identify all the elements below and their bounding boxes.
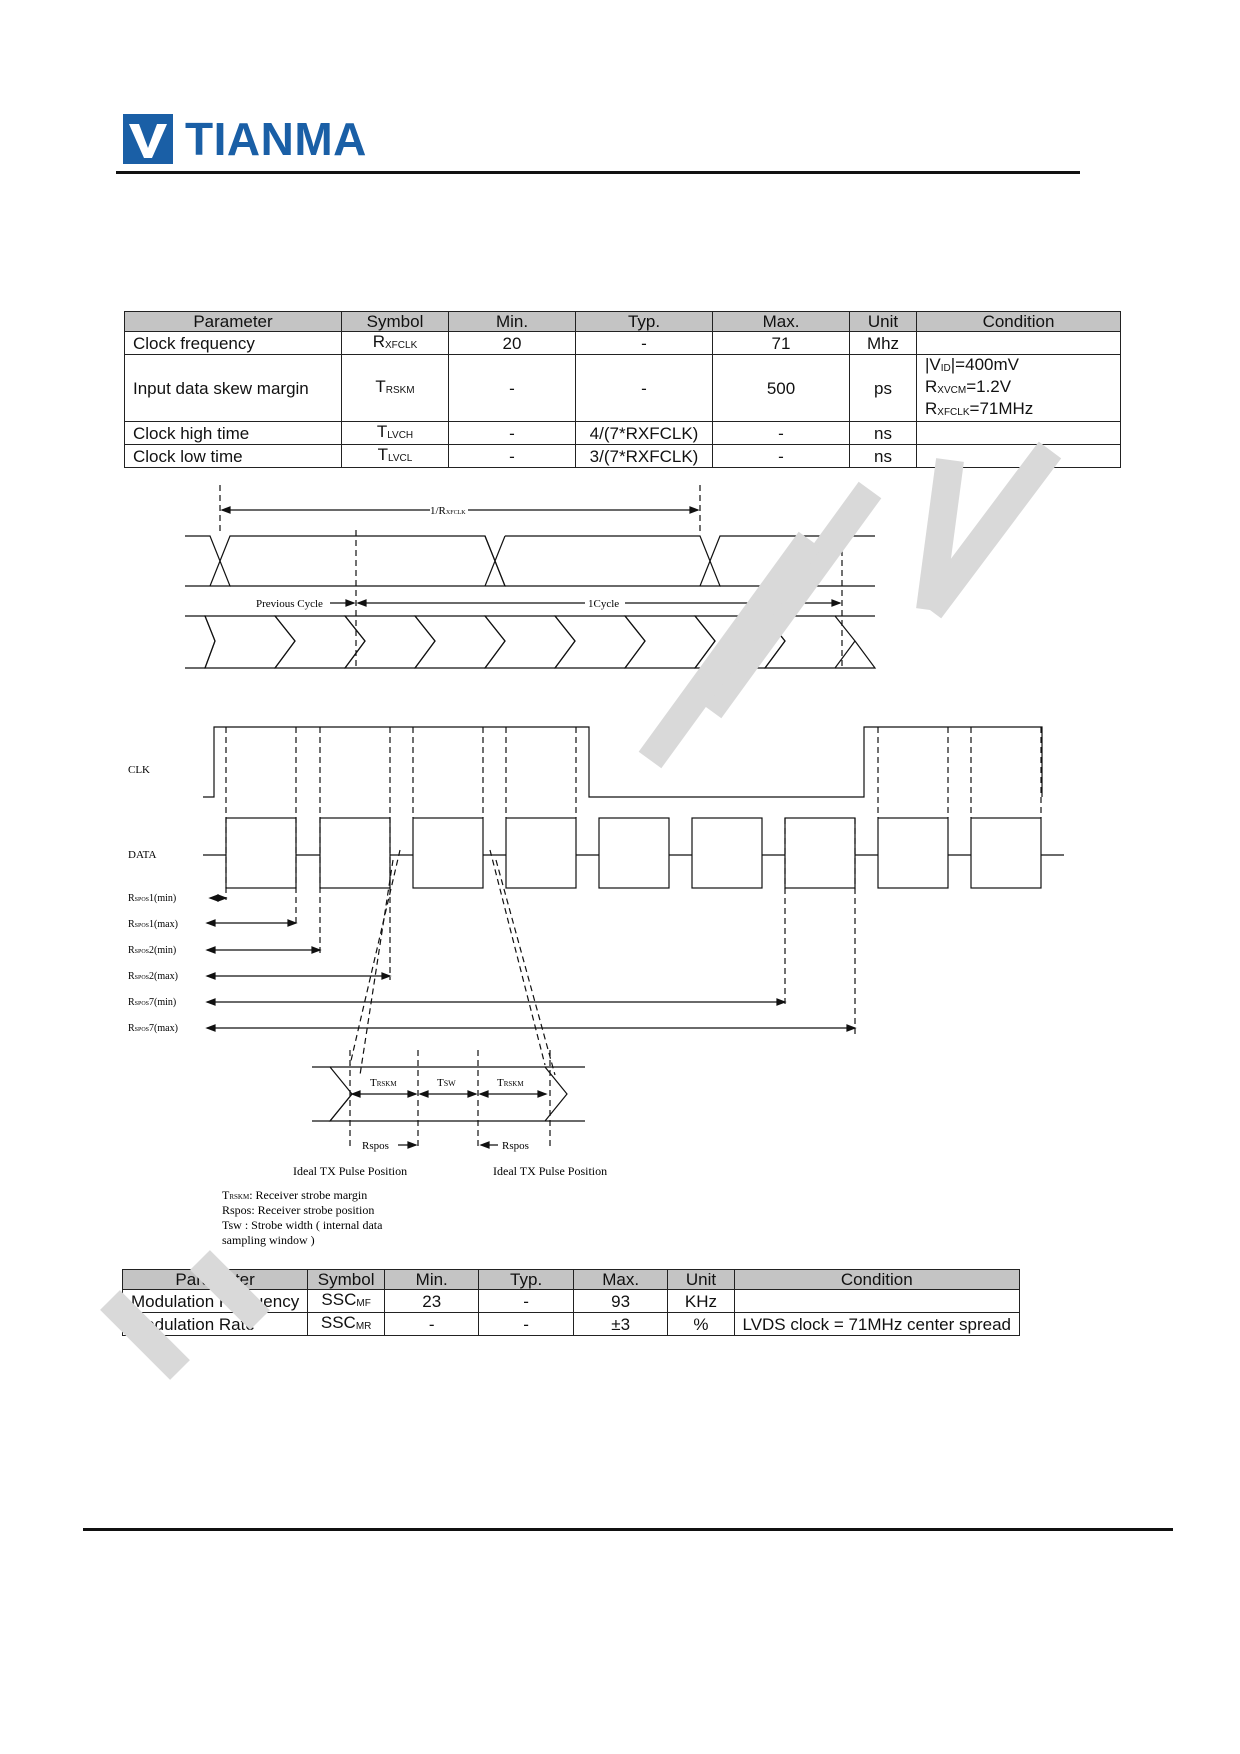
trskm-left-label: TRSKM xyxy=(370,1077,397,1089)
cell-parameter: Clock low time xyxy=(125,445,342,468)
legend-tsw: Tsw : Strobe width ( internal data xyxy=(222,1218,383,1232)
trskm-right-label: TRSKM xyxy=(497,1077,524,1089)
strobe-timing-diagram xyxy=(0,720,1240,1260)
cell-parameter: Modulation Rate xyxy=(123,1313,308,1336)
cell-symbol: $T_{LVCH}$ xyxy=(342,422,449,445)
cell-parameter: Modulation Frequency xyxy=(123,1290,308,1313)
cell-typ: - xyxy=(479,1313,573,1336)
ideal-tx-right-label: Ideal TX Pulse Position xyxy=(493,1164,608,1178)
cell-parameter: Input data skew margin xyxy=(125,355,342,422)
legend-rspos: Rspos: Receiver strobe position xyxy=(222,1203,375,1217)
col-symbol: Symbol xyxy=(342,312,449,332)
period-label: 1/RXFCLK xyxy=(430,505,466,517)
table-row xyxy=(123,1290,1020,1313)
condition-line: $R_{XFCLK}=71MHz$ xyxy=(925,399,1034,418)
cell-condition xyxy=(734,1290,1020,1313)
col-condition: Condition xyxy=(734,1270,1020,1290)
col-unit: Unit xyxy=(668,1270,734,1290)
clock-cycle-diagram xyxy=(0,470,1240,690)
col-max: Max. xyxy=(713,312,850,332)
cell-max: 500 xyxy=(713,355,850,422)
col-condition: Condition xyxy=(917,312,1121,332)
spread-spectrum-spec-table xyxy=(122,1269,1020,1336)
col-max: Max. xyxy=(573,1270,668,1290)
legend-trskm: TRSKM: Receiver strobe margin xyxy=(222,1188,368,1202)
header-rule xyxy=(116,171,1080,174)
cell-condition xyxy=(917,445,1121,468)
rspos1-min-label: RSPOS1(min) xyxy=(128,893,177,904)
cell-symbol: $T_{RSKM}$ xyxy=(342,355,449,422)
table-row xyxy=(125,355,1121,422)
footer-rule xyxy=(83,1528,1173,1531)
legend-tsw-cont: sampling window ) xyxy=(222,1233,315,1247)
tsw-label: TSW xyxy=(437,1077,456,1089)
cell-condition xyxy=(917,332,1121,355)
clk-label: CLK xyxy=(128,764,150,776)
cell-symbol: $T_{LVCL}$ xyxy=(342,445,449,468)
table-row xyxy=(123,1313,1020,1336)
lvds-receiver-spec-table xyxy=(124,311,1121,468)
cell-typ: - xyxy=(576,355,713,422)
col-parameter: Parameter xyxy=(125,312,342,332)
cell-parameter: Clock high time xyxy=(125,422,342,445)
col-unit: Unit xyxy=(850,312,917,332)
ideal-tx-left-label: Ideal TX Pulse Position xyxy=(293,1164,408,1178)
cell-condition xyxy=(917,355,1121,422)
cell-min: - xyxy=(449,445,576,468)
col-min: Min. xyxy=(385,1270,479,1290)
cell-max: - xyxy=(713,422,850,445)
cell-max: ±3 xyxy=(573,1313,668,1336)
col-typ: Typ. xyxy=(576,312,713,332)
cell-unit: KHz xyxy=(668,1290,734,1313)
cell-symbol: $SSC_{MR}$ xyxy=(308,1313,385,1336)
cell-condition: LVDS clock = 71MHz center spread xyxy=(734,1313,1020,1336)
cell-max: 71 xyxy=(713,332,850,355)
table-row xyxy=(125,422,1121,445)
rspos2-max-label: RSPOS2(max) xyxy=(128,971,178,982)
cell-unit: Mhz xyxy=(850,332,917,355)
tianma-logo-icon xyxy=(123,114,173,164)
cell-max: - xyxy=(713,445,850,468)
col-typ: Typ. xyxy=(479,1270,573,1290)
cell-unit: % xyxy=(668,1313,734,1336)
cell-unit: ps xyxy=(850,355,917,422)
cell-typ: - xyxy=(576,332,713,355)
cell-min: 23 xyxy=(385,1290,479,1313)
cell-max: 93 xyxy=(573,1290,668,1313)
table-row xyxy=(125,445,1121,468)
cell-min: - xyxy=(449,422,576,445)
col-min: Min. xyxy=(449,312,576,332)
rspos2-min-label: RSPOS2(min) xyxy=(128,945,177,956)
table-header-row xyxy=(123,1270,1020,1290)
cell-condition xyxy=(917,422,1121,445)
cell-unit: ns xyxy=(850,422,917,445)
cell-parameter: Clock frequency xyxy=(125,332,342,355)
rspos7-min-label: RSPOS7(min) xyxy=(128,997,177,1008)
table-row xyxy=(125,332,1121,355)
cell-symbol: $SSC_{MF}$ xyxy=(308,1290,385,1313)
rspos-left-label: Rspos xyxy=(362,1140,389,1152)
cell-typ: 3/(7*RXFCLK) xyxy=(576,445,713,468)
brand-name: TIANMA xyxy=(185,113,367,165)
cell-min: - xyxy=(385,1313,479,1336)
one-cycle-label: 1Cycle xyxy=(588,598,620,610)
col-symbol: Symbol xyxy=(308,1270,385,1290)
rspos1-max-label: RSPOS1(max) xyxy=(128,919,178,930)
table-header-row xyxy=(125,312,1121,332)
col-parameter: Parameter xyxy=(123,1270,308,1290)
previous-cycle-label: Previous Cycle xyxy=(256,598,323,610)
cell-typ: - xyxy=(479,1290,573,1313)
condition-line: $|V_{ID}|=400mV$ xyxy=(925,355,1019,374)
data-label: DATA xyxy=(128,849,157,861)
rspos-right-label: Rspos xyxy=(502,1140,529,1152)
cell-typ: 4/(7*RXFCLK) xyxy=(576,422,713,445)
cell-symbol: $R_{XFCLK}$ xyxy=(342,332,449,355)
cell-unit: ns xyxy=(850,445,917,468)
cell-min: - xyxy=(449,355,576,422)
cell-min: 20 xyxy=(449,332,576,355)
rspos7-max-label: RSPOS7(max) xyxy=(128,1023,178,1034)
condition-line: $R_{XVCM}=1.2V$ xyxy=(925,377,1012,396)
